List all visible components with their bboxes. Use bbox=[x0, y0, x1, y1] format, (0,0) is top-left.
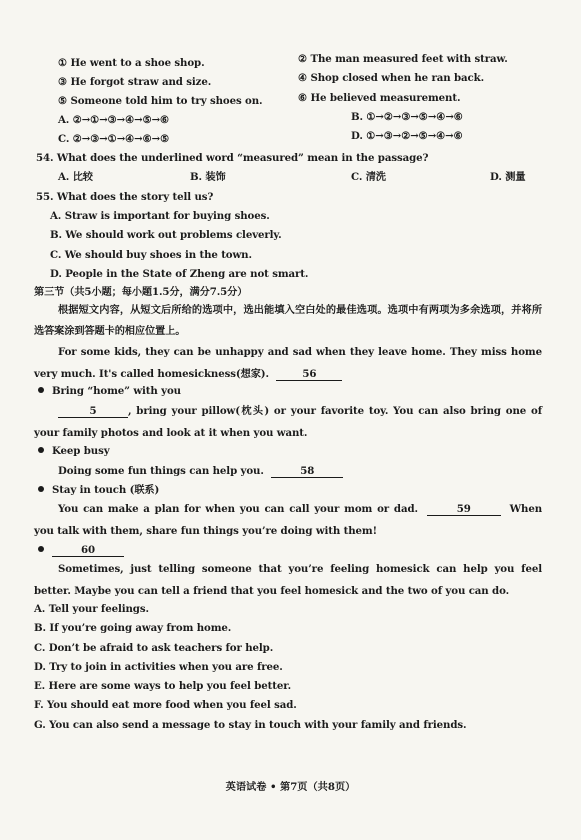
bullet-icon bbox=[38, 486, 44, 492]
heading-text: Stay in touch (联系) bbox=[52, 484, 160, 496]
heading-stay-in-touch bbox=[38, 484, 159, 497]
bullet-icon bbox=[38, 447, 44, 453]
passage-text: You can make a plan for when you can call your mom or dad. bbox=[58, 503, 418, 515]
q53-option-a: A. ②→①→③→④→⑤→⑥ bbox=[58, 114, 170, 126]
heading-text: Bring “home” with you bbox=[52, 385, 181, 397]
section-heading: 第三节（共5小题；每小题1.5分，满分7.5分） bbox=[34, 286, 248, 298]
blank-58 bbox=[271, 465, 343, 478]
q53-statement-2: ② The man measured feet with straw. bbox=[298, 53, 508, 65]
section-instructions: 根据短文内容，从短文后所给的选项中，选出能填入空白处的最佳选项。选项中有两项为多余选项，并将所选答案涂到答题卡的相应位置上。 bbox=[34, 304, 542, 337]
blank-number: 56 bbox=[302, 368, 317, 380]
q54-option-a: A. 比较 bbox=[58, 171, 93, 183]
q55-option-c: C. We should buy shoes in the town. bbox=[50, 249, 252, 261]
q53-option-c: C. ②→③→①→④→⑥→⑤ bbox=[58, 133, 170, 145]
q55-option-a: A. Straw is important for buying shoes. bbox=[50, 210, 270, 222]
q53-statement-3: ③ He forgot straw and size. bbox=[58, 76, 212, 88]
passage-paragraph-2 bbox=[34, 400, 542, 444]
passage-text: For some kids, they can be unhappy and sad when they leave home. They miss home very much. It's called homesickness(想家). bbox=[34, 346, 542, 380]
blank-57 bbox=[58, 405, 128, 418]
passage-paragraph-1 bbox=[34, 341, 542, 385]
option-c: C. Don’t be afraid to ask teachers for help. bbox=[34, 642, 274, 654]
blank-60 bbox=[52, 544, 124, 557]
option-a: A. Tell your feelings. bbox=[34, 603, 149, 615]
blank-number: 59 bbox=[456, 503, 471, 515]
bullet-icon bbox=[38, 387, 44, 393]
q53-statement-1: ① He went to a shoe shop. bbox=[58, 57, 205, 69]
blank-number: 5 bbox=[89, 405, 97, 417]
q53-statement-4: ④ Shop closed when he ran back. bbox=[298, 72, 485, 84]
q54-option-b: B. 装饰 bbox=[190, 171, 226, 183]
q53-option-d: D. ①→③→②→⑤→④→⑥ bbox=[351, 130, 463, 142]
heading-text: Keep busy bbox=[52, 445, 110, 457]
heading-keep-busy bbox=[38, 445, 110, 458]
option-d: D. Try to join in activities when you are free. bbox=[34, 661, 283, 673]
q54-option-d: D. 测量 bbox=[490, 171, 526, 183]
page-footer: 英语试卷 • 第7页（共8页） bbox=[225, 781, 356, 793]
q54-question: 54. What does the underlined word “measured” mean in the passage? bbox=[36, 152, 429, 164]
q53-option-b: B. ①→②→③→⑤→④→⑥ bbox=[351, 111, 463, 123]
passage-text: When you talk with them, share fun things you’re doing with them! bbox=[34, 503, 543, 537]
heading-bring-home bbox=[38, 385, 181, 398]
passage-paragraph-4 bbox=[34, 498, 542, 542]
blank-number: 60 bbox=[81, 544, 95, 556]
passage-text: Doing some fun things can help you. bbox=[58, 465, 264, 477]
bullet-icon bbox=[38, 546, 44, 552]
option-b: B. If you’re going away from home. bbox=[34, 622, 232, 634]
q54-option-c: C. 清洗 bbox=[351, 171, 386, 183]
q55-option-b: B. We should work out problems cleverly. bbox=[50, 229, 282, 241]
blank-number: 58 bbox=[300, 465, 315, 477]
q53-statement-6: ⑥ He believed measurement. bbox=[298, 92, 461, 104]
blank-59 bbox=[427, 503, 501, 516]
passage-paragraph-3 bbox=[34, 460, 542, 482]
passage-text: , bring your pillow(枕头) or your favorite toy. You can also bring one of your family photos and look at it when you want. bbox=[34, 405, 542, 439]
heading-blank-60 bbox=[38, 544, 124, 557]
option-g: G. You can also send a message to stay in touch with your family and friends. bbox=[34, 719, 467, 731]
option-f: F. You should eat more food when you feel sad. bbox=[34, 699, 297, 711]
q55-option-d: D. People in the State of Zheng are not smart. bbox=[50, 268, 309, 280]
q55-question: 55. What does the story tell us? bbox=[36, 191, 214, 203]
passage-paragraph-5: Sometimes, just telling someone that you’re feeling homesick can help you feel better. Maybe you can tell a friend that you feel homesick and the two of you can do. bbox=[34, 563, 542, 597]
blank-56 bbox=[276, 368, 342, 381]
q53-statement-5: ⑤ Someone told him to try shoes on. bbox=[58, 95, 263, 107]
option-e: E. Here are some ways to help you feel better. bbox=[34, 680, 292, 692]
